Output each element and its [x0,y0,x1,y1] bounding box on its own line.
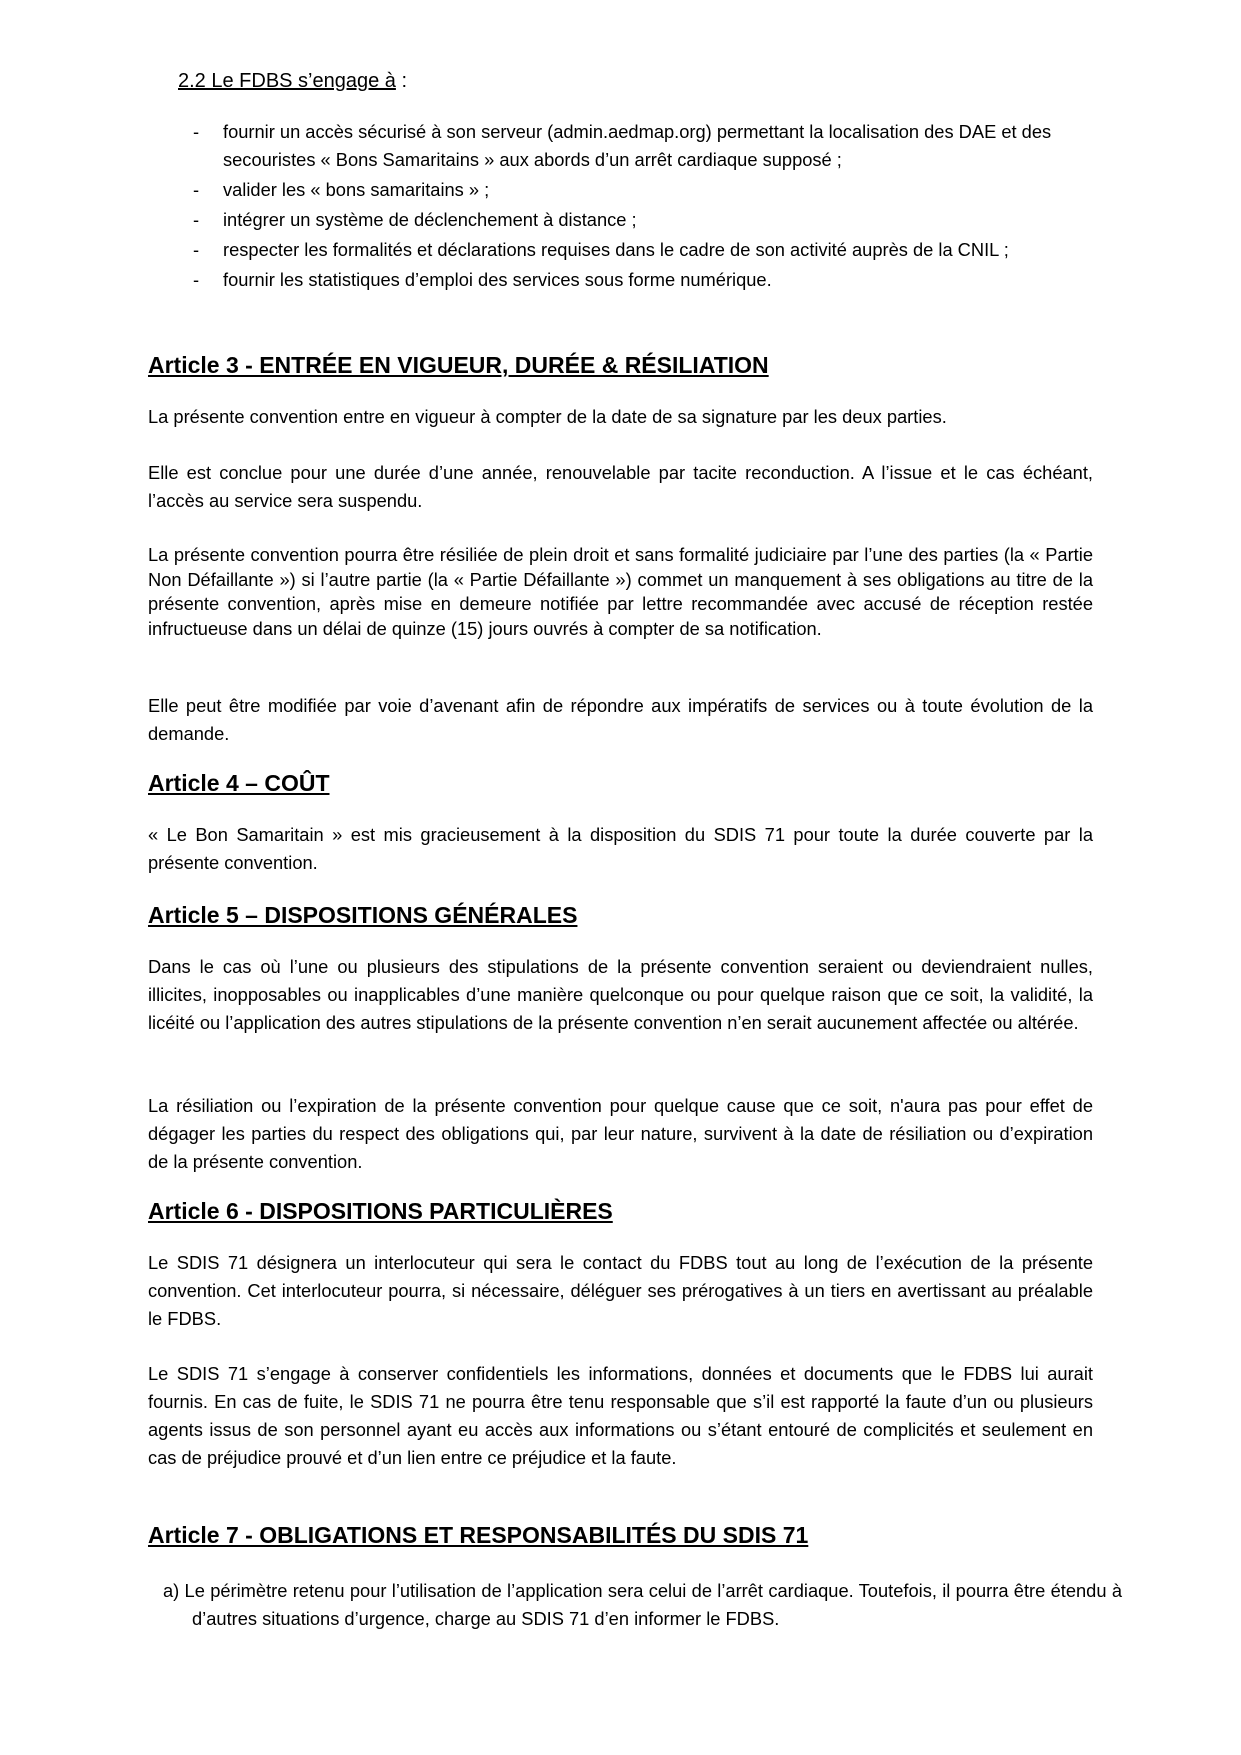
section-2-2-list [193,118,1063,296]
list-item-text: fournir les statistiques d’emploi des services sous forme numérique. [223,269,772,290]
section-2-2-title [178,70,407,93]
list-item-text: valider les « bons samaritains » ; [223,179,490,200]
article-6-paragraph-2: Le SDIS 71 s’engage à conserver confidentiels les informations, données et documents que le FDBS lui aurait fournis. En cas de fuite, le SDIS 71 ne pourra être tenu responsable que s’il est rapporté la faute d’un ou plusieurs agents issus de son personnel ayant eu accès aux informations ou s’étant entouré de complicités et seulement en cas de préjudice prouvé et d’un lien entre ce préjudice et la faute. [148,1363,1093,1468]
article-5-paragraph-1: Dans le cas où l’une ou plusieurs des stipulations de la présente convention seraient ou deviendraient nulles, illicites, inopposables ou inapplicables d’une manière quelconque ou pour quelque raison que ce soit, la validité, la licéité ou l’application des autres stipulations de la présente convention n’en serait aucunement affectée ou altérée. [148,956,1093,1033]
list-dash: - [193,179,200,200]
article-7-item-a: a) Le périmètre retenu pour l’utilisation de l’application sera celui de l’arrêt cardiaque. Toutefois, il pourra être étendu à d’autres situations d’urgence, charge au SDIS 71 d’en informer le FDBS. [163,1580,1122,1629]
section-2-2-colon: : [395,70,408,92]
article-3-paragraph-4: Elle peut être modifiée par voie d’avenant afin de répondre aux impératifs de services ou à toute évolution de la demande. [148,695,1093,744]
list-item-text: fournir un accès sécurisé à son serveur (admin.aedmap.org) permettant la localisation des DAE et des secouristes « Bons Samaritains » aux abords d’un arrêt cardiaque supposé ; [223,121,1052,170]
article-4-paragraph-1: « Le Bon Samaritain » est mis gracieusement à la disposition du SDIS 71 pour toute la durée couverte par la présente convention. [148,824,1093,873]
list-item-text: respecter les formalités et déclarations requises dans le cadre de son activité auprès de la CNIL ; [223,239,1009,260]
list-dash: - [193,269,200,290]
list-item-text: intégrer un système de déclenchement à distance ; [223,209,637,230]
article-5-heading: Article 5 – DISPOSITIONS GÉNÉRALES [148,902,578,928]
list-dash: - [193,209,200,230]
article-3-paragraph-2: Elle est conclue pour une durée d’une année, renouvelable par tacite reconduction. A l’issue et le cas échéant, l’accès au service sera suspendu. [148,462,1093,511]
article-3-paragraph-3: La présente convention pourra être résiliée de plein droit et sans formalité judiciaire par l’une des parties (la « Partie Non Défaillante ») si l’autre partie (la « Partie Défaillante ») commet un manquement à ses obligations au titre de la présente convention, après mise en demeure notifiée par lettre recommandée avec accusé de réception restée infructueuse dans un délai de quinze (15) jours ouvrés à compter de sa notification. [148,544,1093,639]
list-item [193,176,1063,204]
article-6-heading: Article 6 - DISPOSITIONS PARTICULIÈRES [148,1198,613,1224]
list-dash: - [193,239,200,260]
list-dash: - [193,121,200,142]
list-item [193,236,1063,264]
article-5-paragraph-2: La résiliation ou l’expiration de la présente convention pour quelque cause que ce soit, n'aura pas pour effet de dégager les parties du respect des obligations qui, par leur nature, survivent à la date de résiliation ou d’expiration de la présente convention. [148,1095,1093,1172]
list-item [193,266,1063,294]
article-3-paragraph-1: La présente convention entre en vigueur à compter de la date de sa signature par les deux parties. [148,406,947,427]
article-4-heading: Article 4 – COÛT [148,770,330,796]
list-item [193,118,1063,174]
list-item [193,206,1063,234]
article-6-paragraph-1: Le SDIS 71 désignera un interlocuteur qui sera le contact du FDBS tout au long de l’exécution de la présente convention. Cet interlocuteur pourra, si nécessaire, déléguer ses prérogatives à un tiers en avertissant au préalable le FDBS. [148,1252,1093,1329]
section-2-2-title-text: 2.2 Le FDBS s’engage à [178,70,396,92]
article-7-heading: Article 7 - OBLIGATIONS ET RESPONSABILITÉS DU SDIS 71 [148,1522,809,1548]
article-3-heading: Article 3 - ENTRÉE EN VIGUEUR, DURÉE & RÉSILIATION [148,352,769,378]
